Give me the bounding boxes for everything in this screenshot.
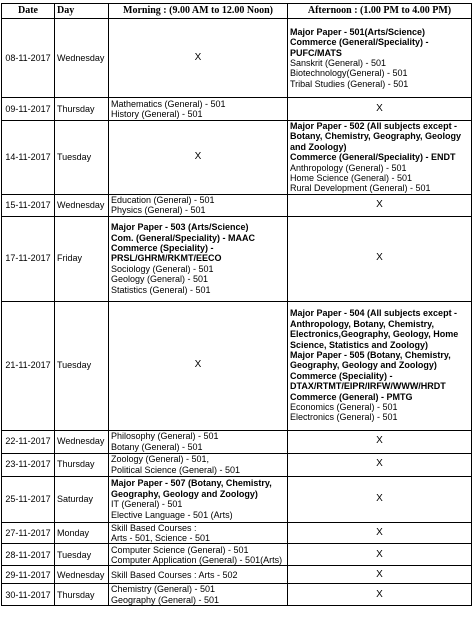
table-row xyxy=(2,121,472,195)
subject-line: Major Paper - 505 (Botany, Chemistry, Geography, Geology and Zoology) xyxy=(290,350,451,371)
date-cell: 08-11-2017 xyxy=(2,19,55,98)
morning-subjects-cell xyxy=(109,544,288,566)
subject-line: Philosophy (General) - 501 xyxy=(111,431,219,442)
table-row xyxy=(2,430,472,453)
date-cell: 15-11-2017 xyxy=(2,194,55,216)
subject-line: PUFC/MATS xyxy=(290,47,342,58)
subject-line: Elective Language - 501 (Arts) xyxy=(111,509,233,520)
subject-line: History (General) - 501 xyxy=(111,109,203,119)
subject-line: Skill Based Courses : xyxy=(111,522,197,533)
afternoon-no-exam-cell: X xyxy=(288,194,472,216)
day-cell: Monday xyxy=(55,522,109,544)
table-row xyxy=(2,544,472,566)
afternoon-no-exam-cell: X xyxy=(288,453,472,476)
afternoon-no-exam-cell: X xyxy=(288,430,472,453)
subject-line: Rural Development (General) - 501 xyxy=(290,183,431,194)
subject-line: Arts - 501, Science - 501 xyxy=(111,533,211,544)
header-day: Day xyxy=(55,4,109,19)
table-row xyxy=(2,476,472,522)
subject-line: Commerce (General) - PMTG xyxy=(290,391,413,402)
date-cell: 23-11-2017 xyxy=(2,453,55,476)
morning-subjects-cell xyxy=(109,216,288,301)
morning-no-exam-cell: X xyxy=(109,19,288,98)
subject-line: Computer Application (General) - 501(Arts) xyxy=(111,554,283,565)
afternoon-no-exam-cell: X xyxy=(288,476,472,522)
header-date: Date xyxy=(2,4,55,19)
day-cell: Tuesday xyxy=(55,121,109,195)
morning-no-exam-cell: X xyxy=(109,301,288,430)
table-row xyxy=(2,19,472,98)
subject-line: Com. (General/Speciality) - MAAC xyxy=(111,232,256,243)
subject-line: Biotechnology(General) - 501 xyxy=(290,68,408,79)
date-cell: 25-11-2017 xyxy=(2,476,55,522)
table-row xyxy=(2,584,472,606)
subject-line: Major Paper - 504 (All subjects except - Anthropology, Botany, Chemistry, Electronics,Geography, Geology, Home Science, Statistics and Zoology) xyxy=(290,308,459,350)
date-cell: 14-11-2017 xyxy=(2,121,55,195)
table-row xyxy=(2,566,472,584)
day-cell: Saturday xyxy=(55,476,109,522)
morning-subjects-cell xyxy=(109,522,288,544)
subject-line: Education (General) - 501 xyxy=(111,194,215,205)
header-afternoon: Afternoon : (1.00 PM to 4.00 PM) xyxy=(288,4,472,19)
date-cell: 22-11-2017 xyxy=(2,430,55,453)
header-morning: Morning : (9.00 AM to 12.00 Noon) xyxy=(109,4,288,19)
subject-line: Botany (General) - 501 xyxy=(111,441,203,452)
afternoon-subjects-cell xyxy=(288,121,472,195)
morning-subjects-cell xyxy=(109,476,288,522)
subject-line: DTAX/RTMT/EIPR/IRFW/WWW/HRDT xyxy=(290,381,446,392)
afternoon-no-exam-cell: X xyxy=(288,98,472,121)
subject-line: Political Science (General) - 501 xyxy=(111,464,241,475)
morning-no-exam-cell: X xyxy=(109,121,288,195)
day-cell: Tuesday xyxy=(55,544,109,566)
afternoon-no-exam-cell: X xyxy=(288,584,472,606)
subject-line: Commerce (General/Speciality) - xyxy=(290,37,429,48)
subject-line: Sanskrit (General) - 501 xyxy=(290,58,387,68)
subject-line: Electronics (General) - 501 xyxy=(290,412,398,423)
subject-line: Major Paper - 501(Arts/Science) xyxy=(290,26,426,37)
day-cell: Wednesday xyxy=(55,566,109,584)
date-cell: 27-11-2017 xyxy=(2,522,55,544)
morning-subjects-cell xyxy=(109,453,288,476)
subject-line: Tribal Studies (General) - 501 xyxy=(290,78,409,89)
day-cell: Thursday xyxy=(55,453,109,476)
subject-line: Zoology (General) - 501, xyxy=(111,454,210,465)
table-row xyxy=(2,453,472,476)
subject-line: Major Paper - 502 (All subjects except - Botany, Chemistry, Geography, Geology and Zoology) xyxy=(290,121,462,152)
morning-subjects-cell xyxy=(109,584,288,606)
morning-subjects-cell xyxy=(109,566,288,584)
subject-line: Statistics (General) - 501 xyxy=(111,284,211,295)
date-cell: 17-11-2017 xyxy=(2,216,55,301)
afternoon-subjects-cell xyxy=(288,19,472,98)
date-cell: 28-11-2017 xyxy=(2,544,55,566)
subject-line: IT (General) - 501 xyxy=(111,499,183,510)
exam-schedule-table xyxy=(1,3,472,606)
morning-subjects-cell xyxy=(109,430,288,453)
subject-line: Chemistry (General) - 501 xyxy=(111,584,216,595)
table-row xyxy=(2,98,472,121)
subject-line: PRSL/GHRM/RKMT/EECO xyxy=(111,253,222,264)
table-row xyxy=(2,522,472,544)
day-cell: Thursday xyxy=(55,584,109,606)
afternoon-no-exam-cell: X xyxy=(288,566,472,584)
subject-line: Mathematics (General) - 501 xyxy=(111,98,226,109)
day-cell: Thursday xyxy=(55,98,109,121)
day-cell: Wednesday xyxy=(55,19,109,98)
day-cell: Tuesday xyxy=(55,301,109,430)
table-row xyxy=(2,301,472,430)
subject-line: Home Science (General) - 501 xyxy=(290,173,413,184)
subject-line: Skill Based Courses : Arts - 502 xyxy=(111,569,238,580)
subject-line: Economics (General) - 501 xyxy=(290,402,398,413)
schedule-body xyxy=(2,19,472,606)
day-cell: Friday xyxy=(55,216,109,301)
morning-subjects-cell xyxy=(109,194,288,216)
date-cell: 21-11-2017 xyxy=(2,301,55,430)
date-cell: 29-11-2017 xyxy=(2,566,55,584)
subject-line: Commerce (Speciality) - xyxy=(290,370,393,381)
morning-subjects-cell xyxy=(109,98,288,121)
day-cell: Wednesday xyxy=(55,194,109,216)
afternoon-no-exam-cell: X xyxy=(288,216,472,301)
afternoon-no-exam-cell: X xyxy=(288,544,472,566)
afternoon-subjects-cell xyxy=(288,301,472,430)
subject-line: Physics (General) - 501 xyxy=(111,205,206,216)
subject-line: Commerce (General/Speciality) - ENDT xyxy=(290,152,456,163)
date-cell: 30-11-2017 xyxy=(2,584,55,606)
subject-line: Major Paper - 507 (Botany, Chemistry, Geography, Geology and Zoology) xyxy=(111,478,272,499)
day-cell: Wednesday xyxy=(55,430,109,453)
subject-line: Sociology (General) - 501 xyxy=(111,263,214,274)
table-row xyxy=(2,216,472,301)
table-row xyxy=(2,194,472,216)
subject-line: Anthropology (General) - 501 xyxy=(290,162,407,173)
header-row xyxy=(2,4,472,19)
subject-line: Geology (General) - 501 xyxy=(111,274,209,285)
subject-line: Geography (General) - 501 xyxy=(111,594,220,605)
date-cell: 09-11-2017 xyxy=(2,98,55,121)
afternoon-no-exam-cell: X xyxy=(288,522,472,544)
subject-line: Major Paper - 503 (Arts/Science) xyxy=(111,222,249,233)
subject-line: Computer Science (General) - 501 xyxy=(111,544,249,555)
subject-line: Commerce (Speciality) - xyxy=(111,243,214,254)
